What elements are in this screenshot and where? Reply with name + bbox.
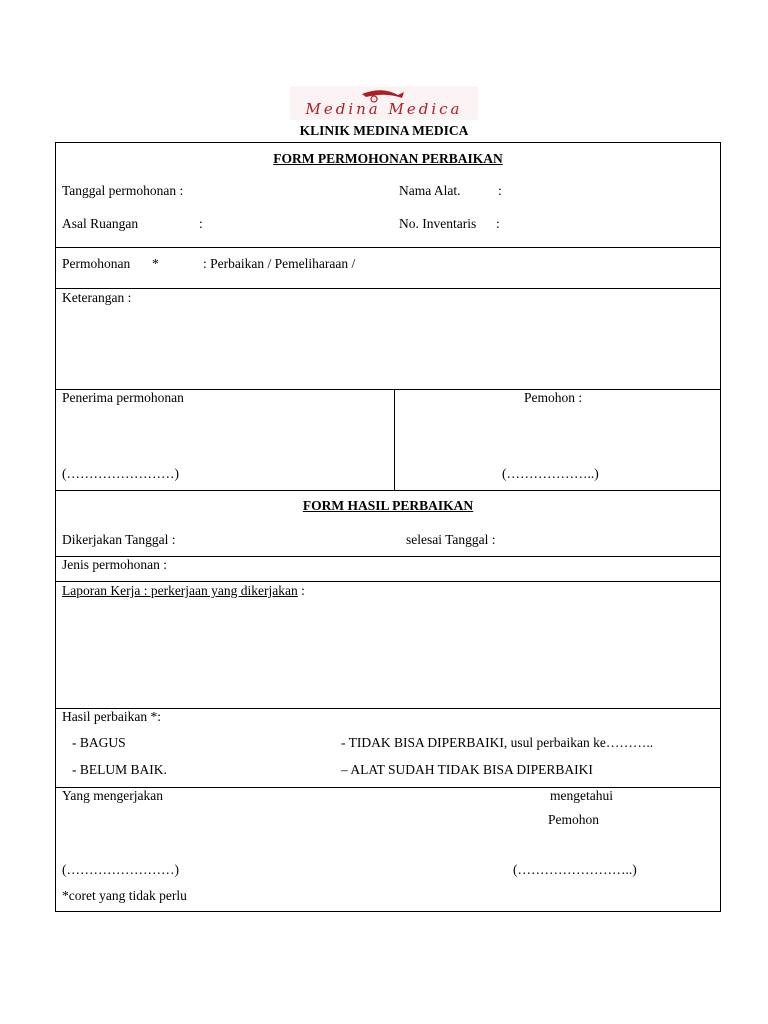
divider	[56, 288, 720, 289]
logo-text: Medina Medica	[305, 100, 463, 118]
request-form-title: FORM PERMOHONAN PERBAIKAN	[273, 151, 503, 166]
hasil-perbaikan-label: Hasil perbaikan *:	[62, 709, 161, 724]
option-belum-baik: - BELUM BAIK.	[72, 762, 167, 777]
pemohon-label: Pemohon :	[524, 390, 583, 405]
pemohon-approval-label: Pemohon	[548, 812, 600, 827]
divider	[56, 581, 720, 582]
pemohon-approval-signature-line: (……………………..)	[513, 862, 637, 877]
divider	[56, 490, 720, 491]
no-inventaris-colon: :	[496, 216, 500, 231]
permohonan-options: : Perbaikan / Pemeliharaan /	[203, 256, 356, 271]
clinic-name: KLINIK MEDINA MEDICA	[299, 123, 469, 138]
keterangan-label: Keterangan :	[62, 290, 132, 305]
mengetahui-label: mengetahui	[550, 788, 613, 803]
laporan-kerja-text: Laporan Kerja : perkerjaan yang dikerjakan	[62, 583, 298, 598]
asal-ruangan-colon: :	[199, 216, 203, 231]
option-alat-sudah-tidak-bisa: – ALAT SUDAH TIDAK BISA DIPERBAIKI	[341, 762, 593, 777]
asal-ruangan-label: Asal Ruangan	[62, 216, 139, 231]
selesai-tanggal-label: selesai Tanggal :	[406, 532, 496, 547]
logo-graphic	[290, 86, 478, 120]
laporan-kerja-colon: :	[297, 583, 305, 598]
yang-mengerjakan-signature-line: (……………………)	[62, 862, 179, 877]
result-form-title: FORM HASIL PERBAIKAN	[302, 498, 474, 513]
permohonan-label: Permohonan	[62, 256, 131, 271]
laporan-kerja-label	[62, 583, 305, 599]
penerima-signature-line: (……………………)	[62, 466, 179, 481]
permohonan-required-mark: *	[152, 256, 159, 271]
jenis-permohonan-label: Jenis permohonan :	[62, 557, 167, 572]
pemohon-signature-line: (………………..)	[502, 466, 599, 481]
option-bagus: - BAGUS	[72, 735, 126, 750]
divider	[56, 247, 720, 248]
footnote: *coret yang tidak perlu	[62, 888, 187, 903]
nama-alat-label: Nama Alat.	[399, 183, 461, 198]
penerima-permohonan-label: Penerima permohonan	[62, 390, 184, 405]
form-container	[55, 142, 721, 912]
signature-divider	[394, 389, 395, 490]
option-tidak-bisa-diperbaiki: - TIDAK BISA DIPERBAIKI, usul perbaikan ke………..	[341, 735, 654, 750]
nama-alat-colon: :	[498, 183, 502, 198]
no-inventaris-label: No. Inventaris	[399, 216, 477, 231]
tanggal-permohonan-label: Tanggal permohonan :	[62, 183, 184, 198]
clinic-logo	[290, 86, 478, 120]
dikerjakan-tanggal-label: Dikerjakan Tanggal :	[62, 532, 176, 547]
yang-mengerjakan-label: Yang mengerjakan	[62, 788, 163, 803]
